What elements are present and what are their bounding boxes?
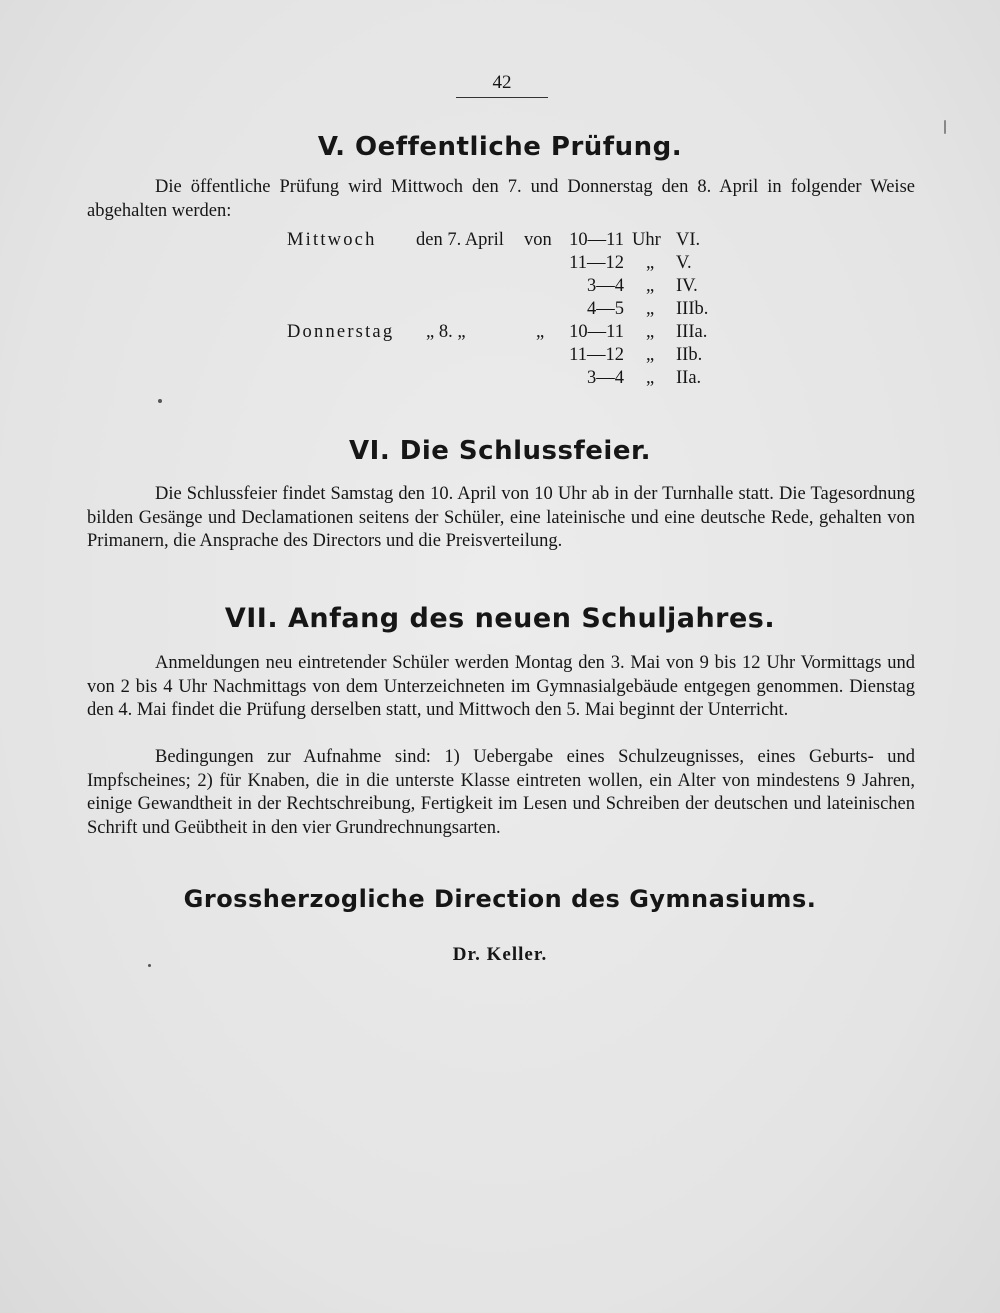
schedule-time: 11—12 xyxy=(569,345,624,365)
schedule-von: von xyxy=(524,230,552,250)
section-v-intro: Die öffentliche Prüfung wird Mittwoch den 7. und Donnerstag den 8. April in folgender Weise abgehalten werden: xyxy=(87,177,915,221)
schedule-uhr: „ xyxy=(646,322,655,342)
scan-speck xyxy=(158,399,162,403)
page-number: 42 xyxy=(492,72,512,93)
scan-speck xyxy=(148,964,151,967)
section-v-heading: V. Oeffentliche Prüfung. xyxy=(317,132,683,162)
schedule-class: IV. xyxy=(676,276,698,296)
section-vii-heading: VII. Anfang des neuen Schuljahres. xyxy=(224,603,776,634)
schedule-time: 4—5 xyxy=(587,299,624,319)
schedule-class: V. xyxy=(676,253,692,273)
signature: Dr. Keller. xyxy=(452,944,548,965)
schedule-date: „ 8. „ xyxy=(426,322,466,342)
schedule-uhr: „ xyxy=(646,253,655,273)
schedule-time: 3—4 xyxy=(587,276,624,296)
schedule-von: „ xyxy=(536,322,545,342)
schedule-uhr: „ xyxy=(646,276,655,296)
page-number-rule xyxy=(456,97,548,98)
section-vii-paragraph-requirements: Bedingungen zur Aufnahme sind: 1) Uebergabe eines Schulzeugnisses, eines Geburts- und Impfscheines; 2) für Knaben, die in die unterste Klasse eintreten wollen, ein Alter von mindestens 9 Jahren, einige Gewandtheit in der Rechtschreibung, Fertigkeit im Lesen und Schreiben der deutschen und lateinischen Schrift und Geübtheit in den vier Grundrechnungsarten. xyxy=(87,747,915,838)
schedule-class: IIIa. xyxy=(676,322,708,342)
schedule-class: IIa. xyxy=(676,368,702,388)
schedule-day: Mittwoch xyxy=(287,230,377,250)
schedule-date: den 7. April xyxy=(416,230,504,250)
schedule-uhr: „ xyxy=(646,299,655,319)
section-vi-text: Die Schlussfeier findet Samstag den 10. April von 10 Uhr ab in der Turnhalle statt. Die Tagesordnung bilden Gesänge und Declamationen seitens der Schüler, eine lateinische und eine deutsche Rede, gehalten von Primanern, die Ansprache des Directors und die Preisverteilung. xyxy=(87,484,915,551)
schedule-uhr: Uhr xyxy=(632,230,661,250)
schedule-time: 10—11 xyxy=(569,230,624,250)
schedule-class: VI. xyxy=(676,230,701,250)
schedule-day: Donnerstag xyxy=(287,322,395,342)
section-vi-heading: VI. Die Schlussfeier. xyxy=(349,436,651,466)
schedule-class: IIIb. xyxy=(676,299,709,319)
schedule-class: IIb. xyxy=(676,345,703,365)
schedule-time: 11—12 xyxy=(569,253,624,273)
schedule-time: 10—11 xyxy=(569,322,624,342)
schedule-time: 3—4 xyxy=(587,368,624,388)
scan-speck xyxy=(944,120,946,134)
section-vii-paragraph-registration: Anmeldungen neu eintretender Schüler werden Montag den 3. Mai von 9 bis 12 Uhr Vormittags und von 2 bis 4 Uhr Nachmittags von dem Unterzeichneten im Gymnasialgebäude entgegen genommen. Dienstag den 4. Mai findet die Prüfung derselben statt, und Mittwoch den 5. Mai beginnt der Unterricht. xyxy=(87,653,915,720)
schedule-uhr: „ xyxy=(646,368,655,388)
directorate-line: Grossherzogliche Direction des Gymnasiums. xyxy=(183,885,817,913)
schedule-uhr: „ xyxy=(646,345,655,365)
